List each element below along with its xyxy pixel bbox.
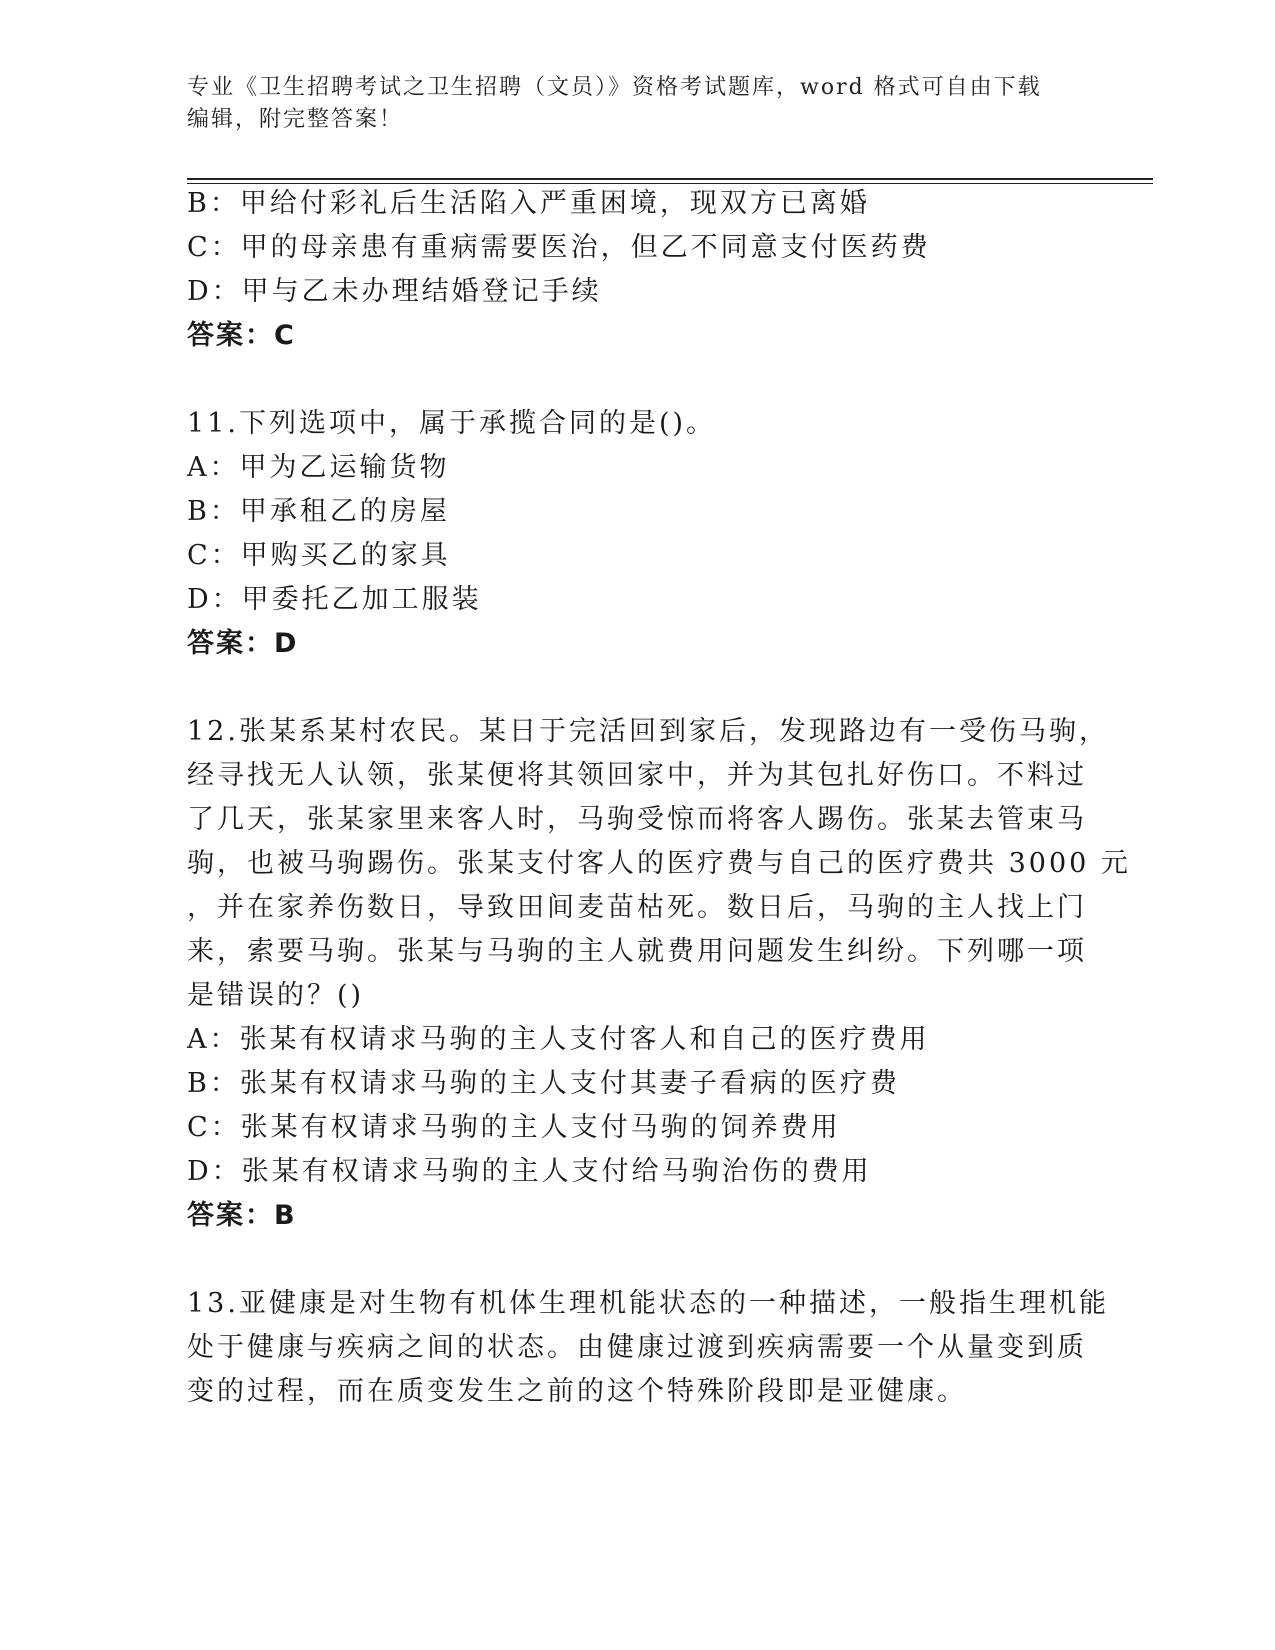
- q10-option-d: D：甲与乙未办理结婚登记手续: [187, 276, 602, 307]
- q13-stem-line: 处于健康与疾病之间的状态。由健康过渡到疾病需要一个从量变到质: [187, 1332, 1087, 1363]
- q12-answer: 答案：B: [187, 1200, 297, 1231]
- q11-option-a: A：甲为乙运输货物: [187, 452, 450, 483]
- q10-answer: 答案：C: [187, 320, 296, 351]
- q12-option-c: C：张某有权请求马驹的主人支付马驹的饲养费用: [187, 1112, 841, 1143]
- q12-stem-line: 12.张某系某村农民。某日于完活回到家后，发现路边有一受伤马驹，: [187, 716, 1109, 747]
- q12-stem-line: ，并在家养伤数日，导致田间麦苗枯死。数日后，马驹的主人找上门: [187, 892, 1087, 923]
- header-line-2: 编辑，附完整答案！: [187, 107, 404, 132]
- q11-option-d: D：甲委托乙加工服装: [187, 584, 482, 615]
- q11-option-b: B：甲承租乙的房屋: [187, 496, 450, 527]
- q12-option-b: B：张某有权请求马驹的主人支付其妻子看病的医疗费: [187, 1068, 900, 1099]
- page-header: [187, 72, 1067, 136]
- q12-stem-line: 来，索要马驹。张某与马驹的主人就费用问题发生纠纷。下列哪一项: [187, 936, 1087, 967]
- header-line-1: 专业《卫生招聘考试之卫生招聘（文员）》资格考试题库，word 格式可自由下载: [187, 75, 1042, 100]
- q12-stem-line: 是错误的？(): [187, 980, 365, 1011]
- q13-stem-line: 变的过程，而在质变发生之前的这个特殊阶段即是亚健康。: [187, 1376, 967, 1407]
- q11-option-c: C：甲购买乙的家具: [187, 540, 451, 571]
- q12-option-a: A：张某有权请求马驹的主人支付客人和自己的医疗费用: [187, 1024, 930, 1055]
- q11-stem: 11.下列选项中，属于承揽合同的是()。: [187, 408, 717, 439]
- q10-option-b: B：甲给付彩礼后生活陷入严重困境，现双方已离婚: [187, 188, 870, 219]
- header-divider-thick: [187, 178, 1153, 180]
- q12-stem-line: 驹，也被马驹踢伤。张某支付客人的医疗费与自己的医疗费共 3000 元: [187, 848, 1131, 879]
- q12-stem-line: 经寻找无人认领，张某便将其领回家中，并为其包扎好伤口。不料过: [187, 760, 1087, 791]
- q10-option-c: C：甲的母亲患有重病需要医治，但乙不同意支付医药费: [187, 232, 931, 263]
- q12-option-d: D：张某有权请求马驹的主人支付给马驹治伤的费用: [187, 1156, 872, 1187]
- q12-stem-line: 了几天，张某家里来客人时，马驹受惊而将客人踢伤。张某去管束马: [187, 804, 1087, 835]
- q11-answer: 答案：D: [187, 628, 299, 659]
- q13-stem-line: 13.亚健康是对生物有机体生理机能状态的一种描述，一般指生理机能: [187, 1288, 1109, 1319]
